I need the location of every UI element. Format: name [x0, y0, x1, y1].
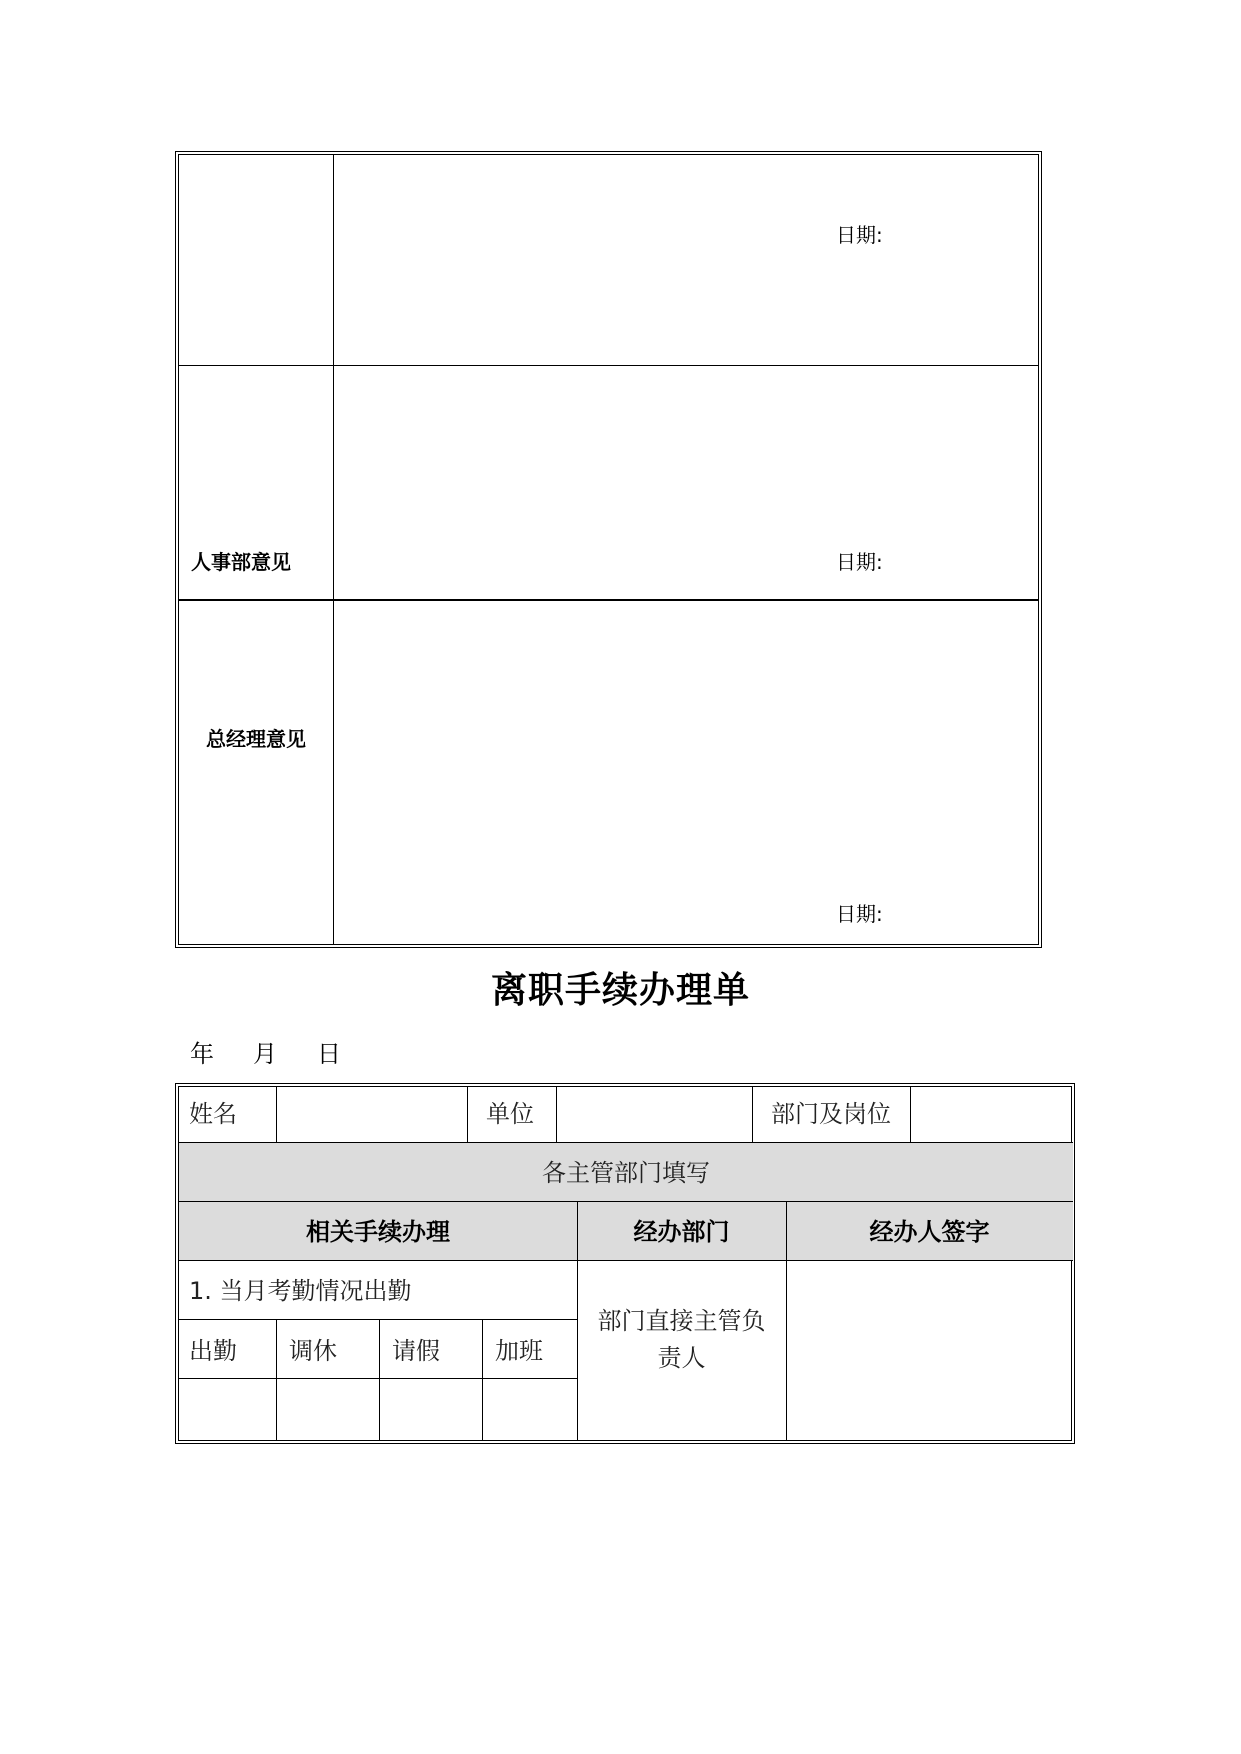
approval-row-1-date-label: 日期: [836, 223, 883, 247]
approval-row-2-date-label: 日期: [836, 550, 883, 574]
section-title: 各主管部门填写 [542, 1159, 710, 1187]
date-day-label: 日 [317, 1040, 341, 1068]
dept-column-header: 经办部门 [633, 1218, 730, 1246]
attendance-overtime-input[interactable] [483, 1379, 577, 1441]
attendance-present-input[interactable] [179, 1379, 276, 1441]
row-divider [179, 1319, 577, 1320]
signer-column-header: 经办人签字 [869, 1218, 990, 1246]
attendance-overtime-label: 加班 [495, 1337, 543, 1365]
procedure-table [175, 1083, 1075, 1444]
row-divider [179, 1142, 1073, 1143]
date-month-label: 月 [253, 1040, 277, 1068]
attendance-item-title: 1. 当月考勤情况出勤 [189, 1277, 412, 1305]
attendance-present-label: 出勤 [189, 1337, 237, 1365]
name-input-cell[interactable] [277, 1087, 467, 1142]
approval-row-2-label: 人事部意见 [191, 550, 291, 574]
approval-table-inner [178, 154, 1039, 945]
dept-responsible-line2: 责人 [657, 1344, 706, 1372]
unit-label: 单位 [486, 1100, 534, 1128]
signer-signature-cell[interactable] [787, 1261, 1073, 1441]
attendance-leave-in-lieu-label: 调休 [289, 1337, 337, 1365]
row-divider [179, 1201, 1073, 1202]
name-label: 姓名 [189, 1100, 237, 1128]
approval-row-3-date-label: 日期: [836, 902, 883, 926]
approval-row-1-opinion-area[interactable] [334, 155, 1038, 365]
approval-row-3-label: 总经理意见 [206, 727, 306, 751]
dept-position-label: 部门及岗位 [771, 1100, 891, 1128]
unit-input-cell[interactable] [557, 1087, 752, 1142]
dept-position-input-cell[interactable] [911, 1087, 1073, 1142]
approval-row-3-opinion-area[interactable] [334, 601, 1038, 944]
attendance-leave-label: 请假 [392, 1337, 440, 1365]
dept-responsible-line1: 部门直接主管负 [597, 1307, 766, 1335]
column-divider [752, 1087, 753, 1142]
attendance-leave-in-lieu-input[interactable] [277, 1379, 379, 1441]
procedure-table-inner [178, 1086, 1072, 1441]
form-title: 离职手续办理单 [490, 970, 750, 1011]
approval-table [175, 151, 1042, 948]
attendance-leave-input[interactable] [380, 1379, 482, 1441]
column-divider [467, 1087, 468, 1142]
approval-row-2-opinion-area[interactable] [334, 366, 1038, 599]
procedure-column-header: 相关手续办理 [306, 1218, 450, 1246]
date-year-label: 年 [190, 1040, 214, 1068]
